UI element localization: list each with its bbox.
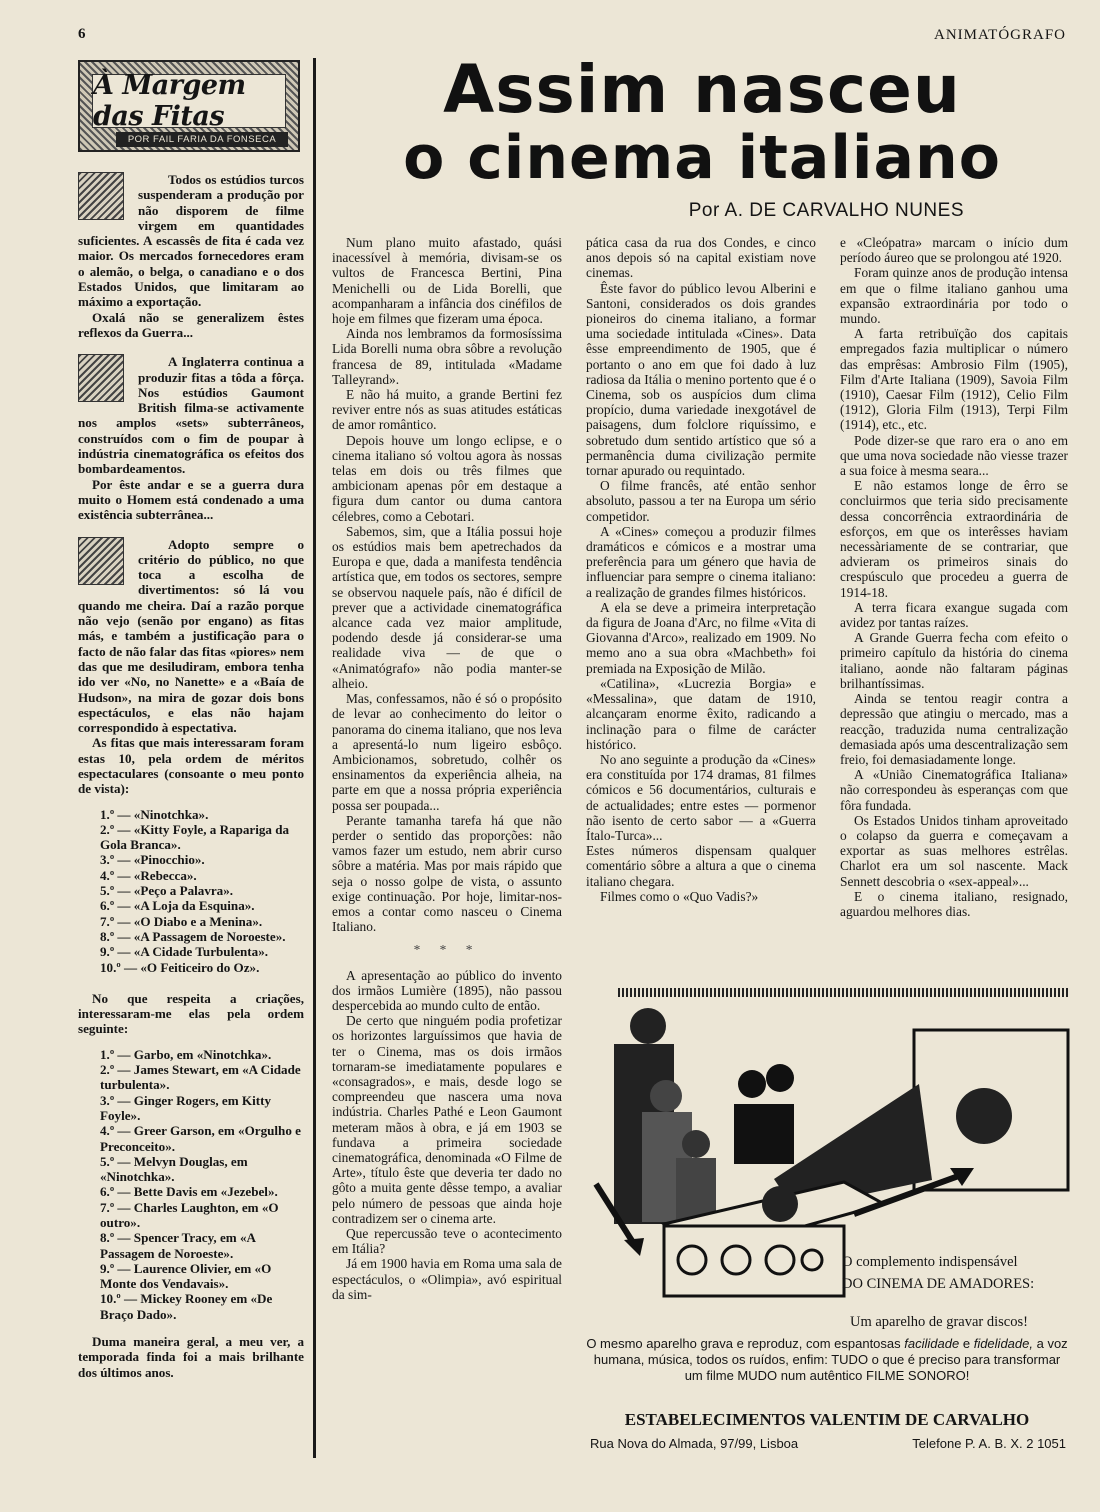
list-item: 1.º — «Ninotchka». — [100, 806, 209, 822]
article-paragraph: Mas, confessamos, não é só o propósito de levar ao conhecimento do leitor o panorama do cinema italiano, que nos leva a apresentá-lo num ligeiro esbôço. Ambicionamos, sobretudo, colhêr os ensinamentos da experiência alheia, na parte em que a nossa própria experiência possa ser poupada... — [332, 691, 562, 813]
page-number: 6 — [78, 26, 86, 42]
films-list — [78, 807, 304, 975]
article-paragraph: De certo que ninguém podia profetizar os horizontes larguíssimos que havia de ter o Cinema, mas os dois irmãos tornaram-se imediatamente populares e «consagrados», e mais, desde logo se compreendeu que nascera uma nova indústria. Charles Pathé e Leon Gaumont meteram mãos à obra, e já em 1903 se fundava a primeira sociedade cinematográfica, denominada «O Filme de Arte», título êste que deveria ter dado no gôto a muita gente dêsse tempo, a avaliar pelo número de pessoas que ainda hoje contradizem ser o cinema arte. — [332, 1013, 562, 1226]
list-item: 4.º — «Rebecca». — [100, 867, 197, 883]
list-item: 9.º — Laurence Olivier, em «O Monte dos Vendavais». — [100, 1260, 272, 1292]
article-paragraph: e «Cleópatra» marcam o início dum período áureo que se prolongou até 1920. — [840, 235, 1068, 266]
film-strip-icon — [78, 537, 124, 585]
article-paragraph: A Grande Guerra fecha com efeito o primeiro capítulo da história do cinema italiano, aonde não faltaram páginas brilhantíssimas. — [840, 630, 1068, 691]
article-paragraph: Os Estados Unidos tinham aproveitado o colapso da guerra e começavam a exportar as suas melhores estrêlas. Charlot era um sol nascente. Mack Sennett descobria o «sex-appeal»... — [840, 812, 1068, 889]
list-item: 6.º — Bette Davis em «Jezebel». — [100, 1184, 278, 1200]
article-column-2 — [586, 235, 816, 904]
article-paragraph: Perante tamanha tarefa há que não perder o sentido das proporções: não vamos fazer um estudo, nem abrir curso sôbre a matéria. Mas por mais rápido que seja o nosso golpe de vista, o assunto exige continuação. Por hoje, limitar-nos-emos a contar como nasceu o Cinema Italiano. — [332, 812, 562, 935]
ad-caption-3: Um aparelho de gravar discos! — [850, 1314, 1028, 1330]
article-title-line-2: o cinema italiano — [403, 123, 1001, 193]
list-item: 1.º — Garbo, em «Ninotchka». — [100, 1046, 272, 1062]
list-item: 8.º — «A Passagem de Noroeste». — [100, 928, 286, 944]
article-paragraph: O filme francês, até então senhor absoluto, passou a ter na Europa um sério competidor. — [586, 478, 816, 524]
article-paragraph: Ainda se tentou reagir contra a depressão que atingiu o mercado, mas a reacção, traduzida numa centralização demasiada após uma descentralização sem freio, foi demasiadamente longe. — [840, 691, 1068, 767]
article-paragraph: Já em 1900 havia em Roma uma sala de espectáculos, o «Olimpia», avó espiritual da sim- — [332, 1256, 562, 1302]
sidebar-paragraph: Adopto sempre o critério do público, no que toca a escolha de divertimentos: só lá vou quando me cheira. Daí a razão porque não vejo (senão por engano) as fitas más, e também a justificação para o facto de não falar das fitas «piores» nem das que me desiludiram, embora tenha ido ver «No, no Nanette» e a «Baía de Hudson», na mira de gozar dois bons espectáculos, e elas não hajam correspondido à espectativa. — [78, 536, 304, 736]
sidebar-paragraph: Todos os estúdios turcos suspenderam a produção por não disporem de filme virgem em quantidades suficientes. A escassês de fita é cada vez maior. Os mercados fornecedores eram o alemão, o belga, o canadiano e o dos Estados Unidos, que limitaram ao máximo a exportação. — [78, 172, 304, 310]
article-paragraph: E não estamos longe de êrro se concluirmos que teria sido precisamente dessa concorrência extraordinária de esforços, em que os interêsses haviam necessàriamente de se contrariar, que advieram os primeiros sinais do crespúsculo que procedeu a guerra de 1914-18. — [840, 478, 1068, 600]
article-paragraph: Filmes como o «Quo Vadis?» — [600, 888, 759, 904]
film-reel-icon — [78, 172, 124, 220]
list-item: 8.º — Spencer Tracy, em «A Passagem de Noroeste». — [100, 1230, 256, 1261]
article-paragraph: «Catilina», «Lucrezia Borgia» e «Messalina», que datam de 1910, alcançaram enorme êxito, radicando a inclinação para o filme de carácter histórico. — [586, 675, 816, 752]
article-column-1 — [332, 235, 562, 1302]
article-paragraph: A «União Cinematográfica Italiana» não correspondeu às esperanças com que fôra fundada. — [840, 767, 1068, 813]
list-item: 7.º — «O Diabo e a Menina». — [100, 913, 263, 929]
list-item: 2.º — James Stewart, em «A Cidade turbulenta». — [100, 1062, 301, 1093]
list-item: 10.º — Mickey Rooney em «De Braço Dado». — [100, 1291, 273, 1322]
ad-address: Rua Nova do Almada, 97/99, Lisboa — [590, 1436, 799, 1451]
column-divider — [313, 58, 316, 1458]
list-item: 9.º — «A Cidade Turbulenta». — [100, 944, 269, 960]
sidebar-paragraph: A Inglaterra continua a produzir fitas a tôda a fôrça. Nos estúdios Gaumont British filma-se activamente nos amplos «sets» subterrâneos, construídos com o fim de poupar à indústria cinematográfica os efeitos dos bombardeamentos. — [78, 354, 304, 477]
list-item: 7.º — Charles Laughton, em «O outro». — [100, 1199, 279, 1230]
camera-reel-icon — [78, 354, 124, 402]
article-paragraph: A terra ficara exangue sugada com avidez por tantas raízes. — [840, 599, 1068, 631]
ad-top-rule — [618, 988, 1070, 997]
article-paragraph: Num plano muito afastado, quási inacessível à memória, divisam-se os vultos de Francesca Bertini, Pina Menichelli ou de Lida Borelli, que acompanharam a infância dos cinéfilos de hoje em filmes que fizeram uma época. — [332, 235, 562, 327]
sidebar-paragraph: As fitas que mais interessaram foram estas 10, pela ordem de méritos espectaculares (consoante o meu ponto de vista): — [78, 735, 304, 797]
article-paragraph: Depois houve um longo eclipse, e o cinema italiano só voltou agora às nossas telas em dois ou três filmes que ambicionam apenas pôr em destaque a figura dum cantor ou duma cantora célebres, como a Cebotari. — [332, 432, 562, 524]
article-paragraph: A ela se deve a primeira interpretação da figura de Joana d'Arc, no filme «Vita di Giovanna d'Arco», realizado em 1909. No memo ano a sua obra «Machbeth» foi premiada na Exposição de Milão. — [586, 599, 816, 676]
article-paragraph: E o cinema italiano, resignado, aguardou melhores dias. — [840, 888, 1068, 919]
ad-caption-1: O complemento indispensável — [842, 1254, 1018, 1270]
article-paragraph: A «Cines» começou a produzir filmes dramáticos e cómicos e a mostrar uma preferência para um género que havia de influenciar para sempre o cinema italiano: a realização de grandes filmes históricos. — [586, 523, 816, 600]
article-byline: Por A. DE CARVALHO NUNES — [688, 200, 964, 221]
article-paragraph: No ano seguinte a produção da «Cines» era constituída por 174 dramas, 81 filmes cómicos e 56 documentários, culturais e de actualidades; entre estes — pormenor não isento de certo sabor — a «Guerra Ítalo-Turca»... — [586, 751, 816, 843]
article-paragraph: Pode dizer-se que raro era o ano em que uma nova sociedade não viesse trazer a sua foice à mesma seara... — [840, 432, 1068, 479]
article-paragraph: pática casa da rua dos Condes, e cinco anos depois só na capital existiam nove cinemas. — [586, 235, 816, 281]
section-separator: * * * — [413, 942, 481, 958]
sidebar-paragraph: Por êste andar e se a guerra dura muito o Homem está condenado a uma existência subterrânea... — [78, 476, 304, 523]
column-logo-title: À Margem das Fitas — [93, 70, 246, 132]
sidebar-paragraph: No que respeita a criações, interessaram-me elas pela ordem seguinte: — [78, 990, 304, 1037]
sidebar-paragraph: Duma maneira geral, a meu ver, a temporada finda foi a mais brilhante dos últimos anos. — [78, 1334, 304, 1380]
column-logo — [78, 60, 300, 152]
magazine-name: ANIMATÓGRAFO — [933, 27, 1066, 43]
list-item: 4.º — Greer Garson, em «Orgulho e Preconceito». — [100, 1123, 301, 1154]
article-paragraph: Sabemos, sim, que a Itália possui hoje os estúdios mais bem apetrechados da Europa e que, dada a manifesta tendência artística que, em todos os sectores, sempre se observou naquele país, não é difícil de prever que a actividade cinematográfica alcance cada vez maior amplitude, podendo desde já considerar-se uma realidade viva — de que o «Animatógrafo» não podia manter-se alheio. — [332, 523, 562, 691]
list-item: 6.º — «A Loja da Esquina». — [100, 898, 255, 914]
article-paragraph: E não há muito, a grande Bertini fez reviver entre nós as suas atitudes estáticas de amor romântico. — [332, 387, 562, 433]
article-column-3 — [840, 235, 1068, 919]
article-paragraph: Foram quinze anos de produção intensa em que o filme italiano ganhou uma expansão extraordinária por todo o mundo. — [840, 265, 1068, 327]
list-item: 10.º — «O Feiticeiro do Oz». — [100, 959, 260, 975]
ad-company: ESTABELECIMENTOS VALENTIM DE CARVALHO — [624, 1410, 1030, 1429]
list-item: 5.º — Melvyn Douglas, em «Ninotchka». — [100, 1153, 248, 1185]
list-item: 2.º — «Kitty Foyle, a Rapariga da Gola Branca». — [100, 821, 290, 853]
sidebar-column — [78, 60, 304, 1380]
ad-phone: Telefone P. A. B. X. 2 1051 — [912, 1436, 1066, 1451]
sidebar-paragraph: Oxalá não se generalizem êstes reflexos da Guerra... — [78, 309, 304, 340]
column-logo-byline: POR FAIL FARIA DA FONSECA — [116, 132, 288, 147]
ad-caption-2: DO CINEMA DE AMADORES: — [842, 1276, 1035, 1292]
article-paragraph: Estes números dispensam qualquer comentário sôbre a altura a que o cinema italiano chegara. — [586, 843, 816, 889]
article-paragraph: A farta retribuïção dos capitais empregados fazia multiplicar o número das emprêsas: Ambrosio Film (1905), Film d'Arte Italiana (1909), Savoia Film (1910), Caesar Film (1912), Celio Film (1912), Gloria Film (1913), Terpi Film (1914), etc., etc. — [840, 326, 1068, 433]
ad-body: O mesmo aparelho grava e reproduz, com espantosas facilidade e fidelidade, a voz humana, música, todos os ruídos, enfim: TUDO o que é preciso para transformar um filme MUDO num autêntico FILME SONORO! — [586, 1336, 1068, 1383]
list-item: 3.º — «Pinocchio». — [100, 852, 205, 868]
article-paragraph: A apresentação ao público do invento dos irmãos Lumière (1895), não passou despercebida ao mundo culto de então. — [332, 967, 562, 1013]
list-item: 3.º — Ginger Rogers, em Kitty Foyle». — [100, 1092, 271, 1123]
article-paragraph: Que repercussão teve o acontecimento em Itália? — [332, 1226, 562, 1257]
article-paragraph: Êste favor do público levou Alberini e Santoni, considerados os dois grandes pioneiros do cinema italiano, a formar uma sociedade intitulada «Cines». Data êsse empreendimento de 1905, que é portanto o ano em que foi dado à luz radiosa da Itália o menino portento que é o Cinema, sob os auspícios dum clima propício, duma variedade inexgotável de paisagens, dum folclore riquíssimo, e sobretudo dum sentido artístico que só a permanência duma civilização permite tornar apurado ou requintado. — [586, 280, 816, 479]
article-paragraph: Ainda nos lembramos da formosíssima Lida Borelli numa obra sôbre a revolução francesa de 89, intitulada «Madame Talleyrand». — [332, 326, 562, 387]
actors-list — [78, 1047, 304, 1322]
article-title-line-1: Assim nasceu — [443, 51, 961, 128]
list-item: 5.º — «Peço a Palavra». — [100, 883, 234, 899]
